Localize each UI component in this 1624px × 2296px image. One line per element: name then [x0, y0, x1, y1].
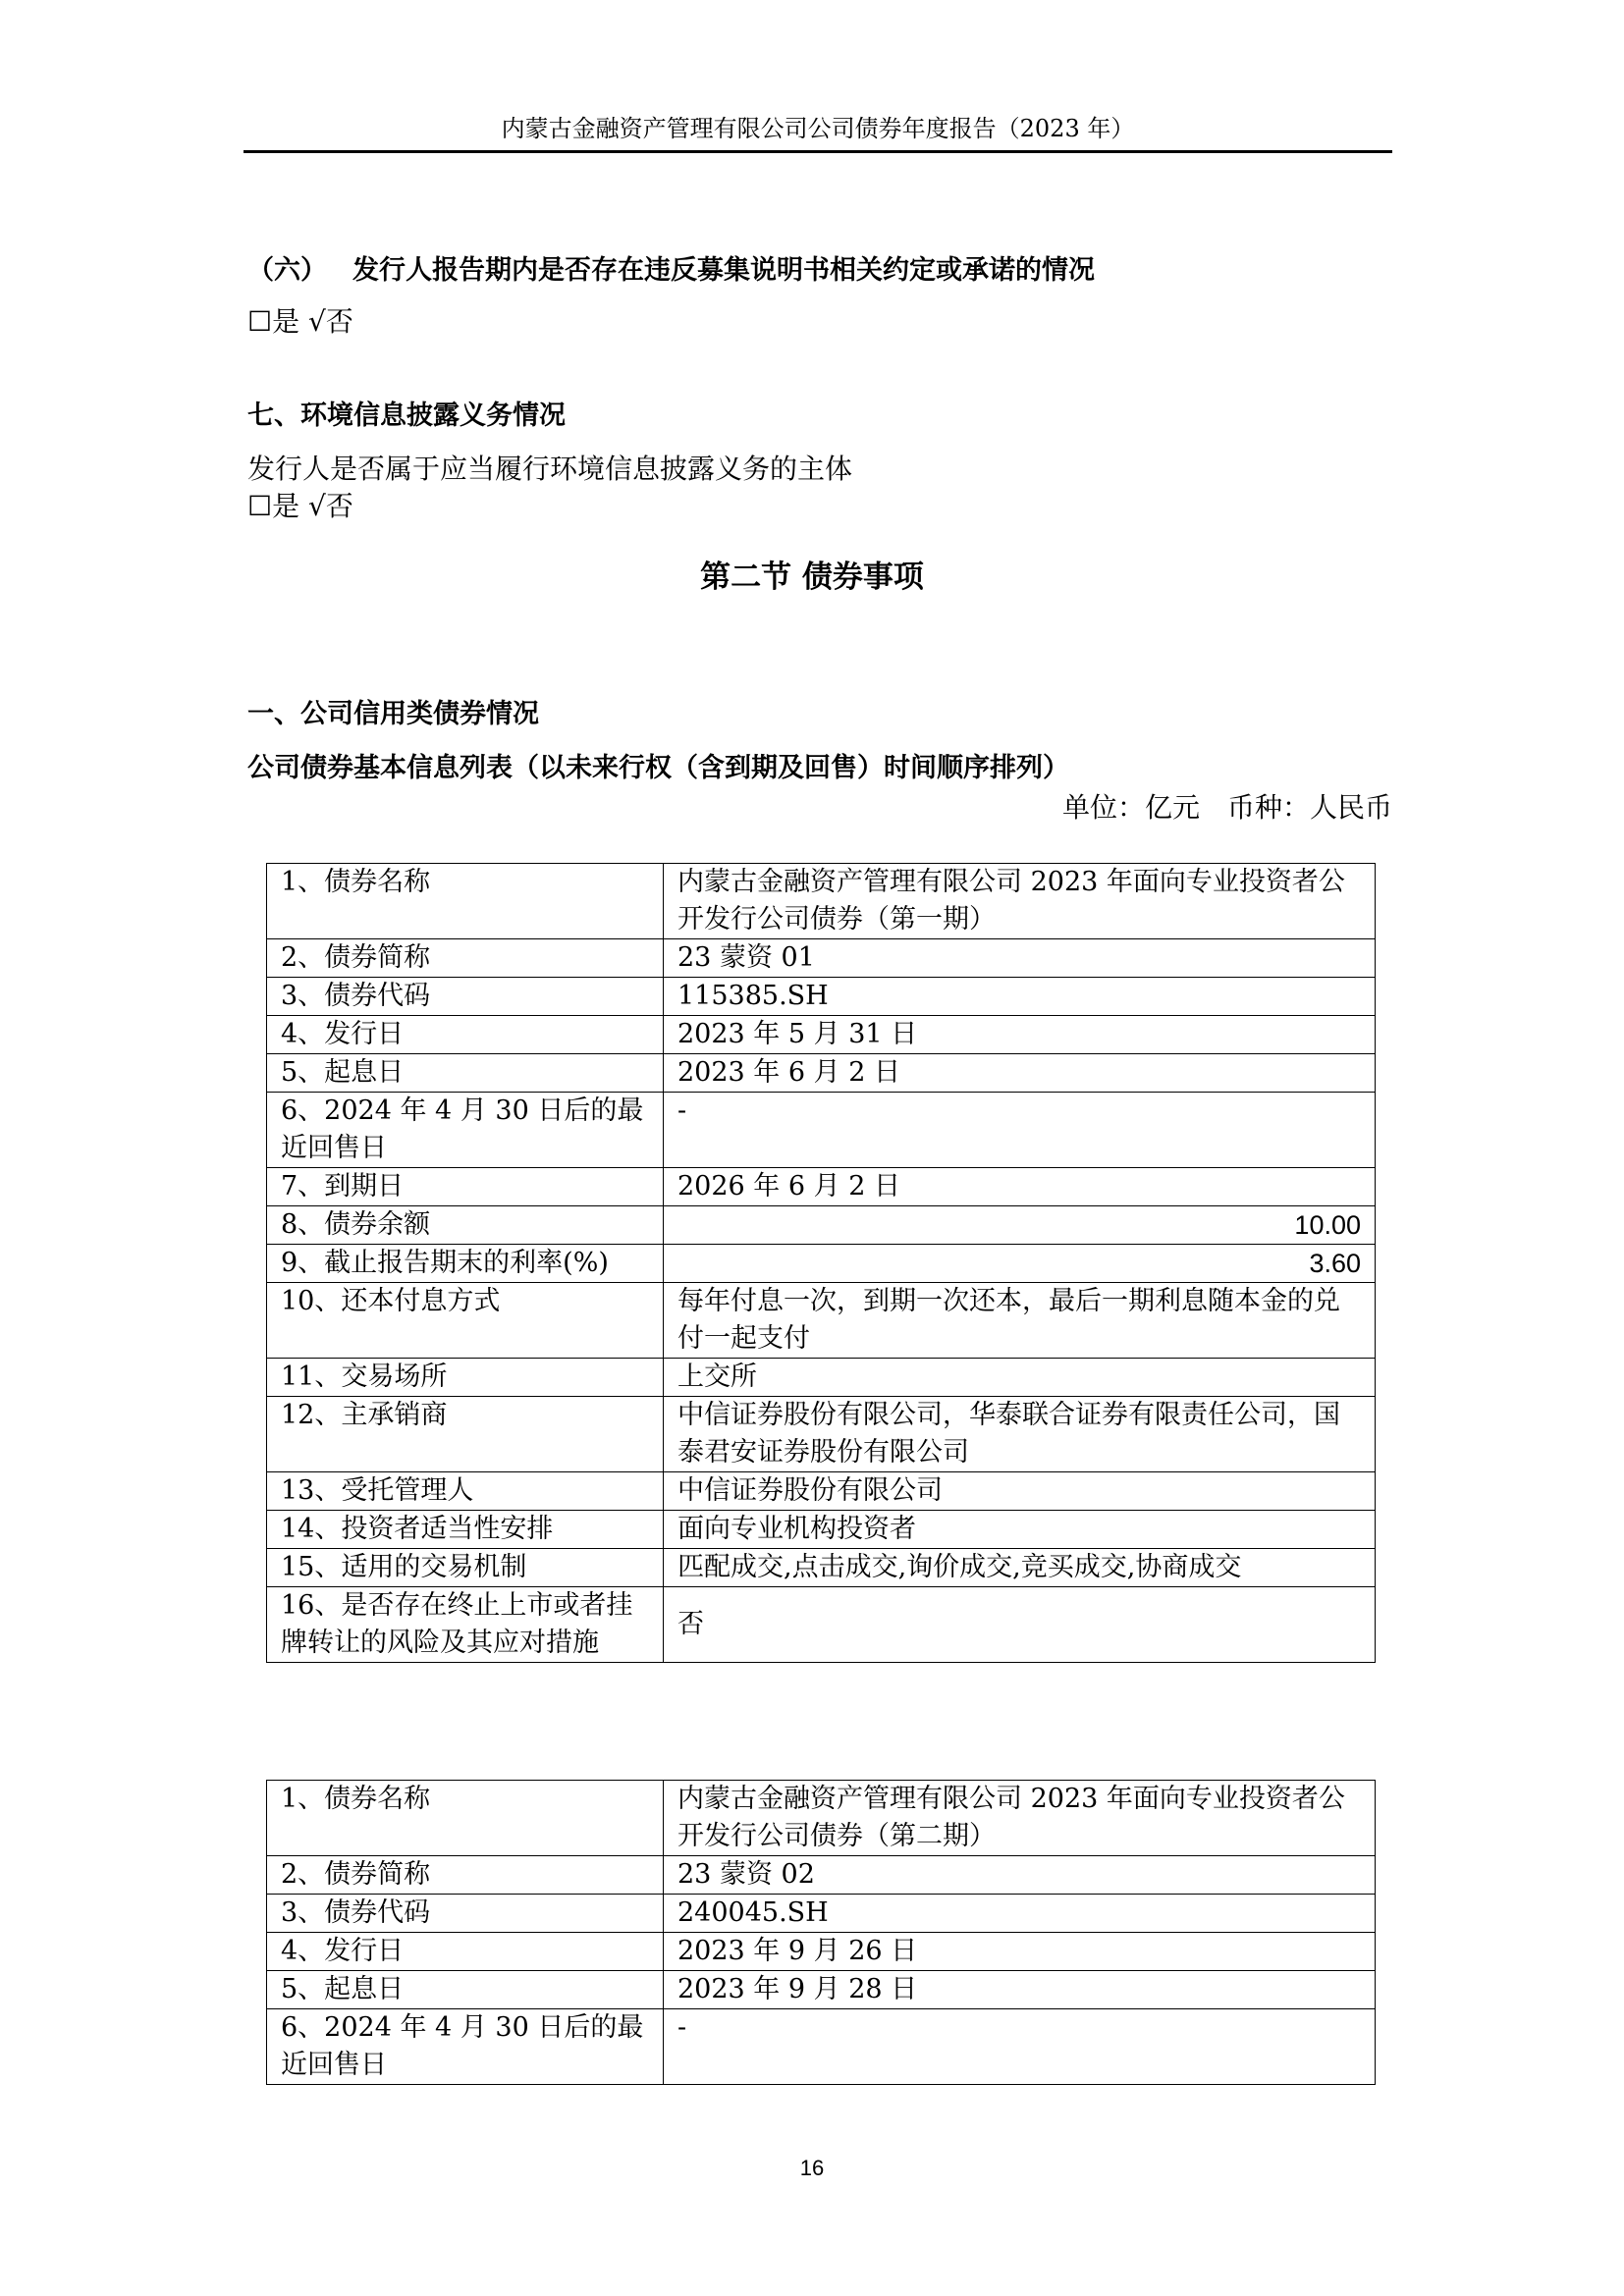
- table-row: [267, 1549, 1376, 1587]
- table-caption: 公司债券基本信息列表（以未来行权（含到期及回售）时间顺序排列）: [247, 753, 1069, 783]
- table-row: [267, 939, 1376, 978]
- row-value: -: [664, 1093, 1376, 1168]
- row-label: 4、发行日: [267, 1933, 664, 1971]
- section-6-options: ☐是 √否: [247, 305, 353, 338]
- row-value: 2023 年 9 月 28 日: [664, 1971, 1376, 2009]
- table-row: [267, 1093, 1376, 1168]
- row-label: 14、投资者适当性安排: [267, 1511, 664, 1549]
- row-value: 2023 年 9 月 26 日: [664, 1933, 1376, 1971]
- row-label: 3、债券代码: [267, 1895, 664, 1933]
- table-row: [267, 1359, 1376, 1397]
- row-value: 内蒙古金融资产管理有限公司 2023 年面向专业投资者公开发行公司债券（第一期）: [664, 864, 1376, 939]
- row-label: 9、截止报告期末的利率(%): [267, 1245, 664, 1283]
- row-value: 上交所: [664, 1359, 1376, 1397]
- row-value: 匹配成交,点击成交,询价成交,竞买成交,协商成交: [664, 1549, 1376, 1587]
- row-label: 2、债券简称: [267, 1856, 664, 1895]
- table-row: [267, 1397, 1376, 1472]
- table-row: [267, 1933, 1376, 1971]
- section-6-number: （六）: [247, 255, 327, 286]
- table-row: [267, 1206, 1376, 1245]
- section-6-heading: [247, 253, 1095, 289]
- row-label: 8、债券余额: [267, 1206, 664, 1245]
- header-rule: [244, 150, 1392, 153]
- table-row: [267, 1895, 1376, 1933]
- row-label: 16、是否存在终止上市或者挂牌转让的风险及其应对措施: [267, 1587, 664, 1663]
- row-label: 13、受托管理人: [267, 1472, 664, 1511]
- row-label: 1、债券名称: [267, 864, 664, 939]
- table-row: [267, 1245, 1376, 1283]
- table-row: [267, 1016, 1376, 1054]
- chapter-title: 第二节 债券事项: [700, 560, 924, 595]
- row-value: 240045.SH: [664, 1895, 1376, 1933]
- table-row: [267, 1168, 1376, 1206]
- row-value: -: [664, 2009, 1376, 2085]
- table-row: [267, 1283, 1376, 1359]
- row-value: 否: [664, 1587, 1376, 1663]
- row-value: 中信证券股份有限公司: [664, 1472, 1376, 1511]
- row-value: 23 蒙资 01: [664, 939, 1376, 978]
- table-row: [267, 978, 1376, 1016]
- row-value: 115385.SH: [664, 978, 1376, 1016]
- table-row: [267, 1054, 1376, 1093]
- section-7-question: 发行人是否属于应当履行环境信息披露义务的主体: [247, 453, 853, 485]
- row-value: 2023 年 6 月 2 日: [664, 1054, 1376, 1093]
- bond-table-2: [266, 1780, 1376, 2085]
- row-value: 内蒙古金融资产管理有限公司 2023 年面向专业投资者公开发行公司债券（第二期）: [664, 1781, 1376, 1856]
- row-value: 面向专业机构投资者: [664, 1511, 1376, 1549]
- row-label: 4、发行日: [267, 1016, 664, 1054]
- row-value: 3.60: [664, 1245, 1376, 1283]
- section-7-heading: 七、环境信息披露义务情况: [247, 400, 566, 431]
- page-header: 内蒙古金融资产管理有限公司公司债券年度报告（2023 年）: [501, 115, 1135, 142]
- row-value: 中信证券股份有限公司，华泰联合证券有限责任公司，国泰君安证券股份有限公司: [664, 1397, 1376, 1472]
- row-value: 23 蒙资 02: [664, 1856, 1376, 1895]
- row-value: 10.00: [664, 1206, 1376, 1245]
- table-row: [267, 1971, 1376, 2009]
- row-label: 10、还本付息方式: [267, 1283, 664, 1359]
- unit-note: 单位：亿元 币种：人民币: [1061, 791, 1392, 824]
- row-label: 12、主承销商: [267, 1397, 664, 1472]
- table-row: [267, 2009, 1376, 2085]
- table-row: [267, 1511, 1376, 1549]
- table-row: [267, 1472, 1376, 1511]
- row-label: 6、2024 年 4 月 30 日后的最近回售日: [267, 1093, 664, 1168]
- table-row: [267, 864, 1376, 939]
- table-row: [267, 1856, 1376, 1895]
- row-label: 15、适用的交易机制: [267, 1549, 664, 1587]
- row-label: 6、2024 年 4 月 30 日后的最近回售日: [267, 2009, 664, 2085]
- bond-table-1: [266, 863, 1376, 1663]
- table-row: [267, 1587, 1376, 1663]
- row-label: 11、交易场所: [267, 1359, 664, 1397]
- row-label: 3、债券代码: [267, 978, 664, 1016]
- part-1-heading: 一、公司信用类债券情况: [247, 699, 539, 729]
- row-label: 7、到期日: [267, 1168, 664, 1206]
- section-7-options: ☐是 √否: [247, 490, 353, 522]
- row-label: 2、债券简称: [267, 939, 664, 978]
- table-row: [267, 1781, 1376, 1856]
- row-label: 5、起息日: [267, 1054, 664, 1093]
- row-label: 5、起息日: [267, 1971, 664, 2009]
- row-value: 2023 年 5 月 31 日: [664, 1016, 1376, 1054]
- row-value: 每年付息一次，到期一次还本，最后一期利息随本金的兑付一起支付: [664, 1283, 1376, 1359]
- section-6-title: 发行人报告期内是否存在违反募集说明书相关约定或承诺的情况: [352, 255, 1095, 286]
- row-value: 2026 年 6 月 2 日: [664, 1168, 1376, 1206]
- row-label: 1、债券名称: [267, 1781, 664, 1856]
- page-number: 16: [799, 2156, 825, 2180]
